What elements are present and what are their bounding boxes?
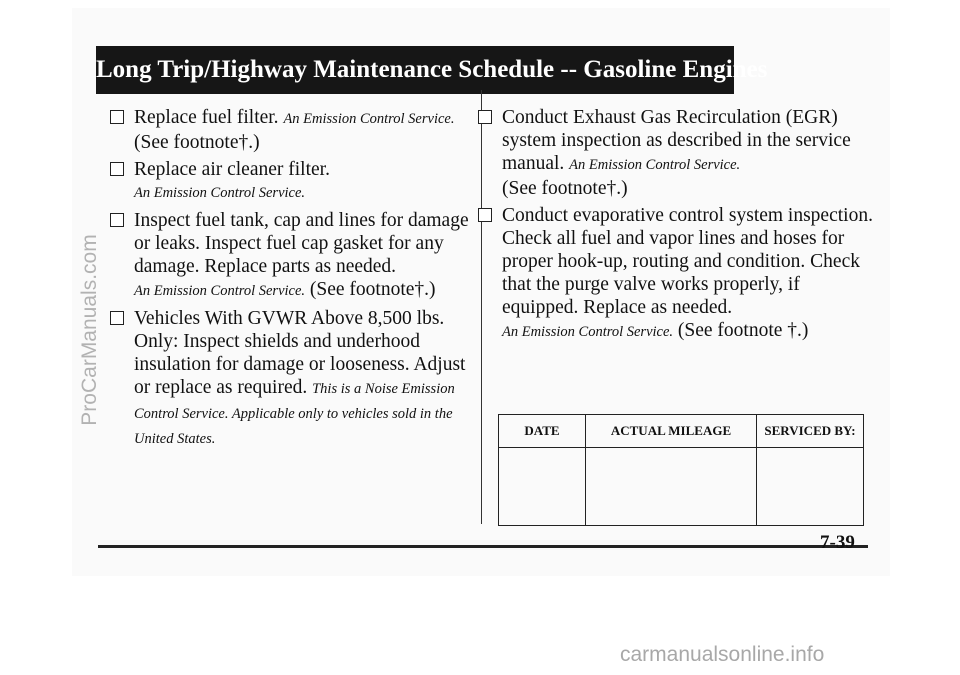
page-title: Long Trip/Highway Maintenance Schedule -- Gasoline Engines: [96, 46, 734, 94]
item-footnote: (See footnote †.): [677, 320, 809, 341]
right-column: [478, 106, 878, 348]
item-text: Replace air cleaner filter.: [134, 159, 330, 180]
item-footnote: (See footnote†.): [134, 132, 260, 153]
checklist-item: [478, 106, 878, 200]
item-text: Conduct evaporative control system inspection. Check all fuel and vapor lines and hoses for proper hook-up, routing and condition. Check that the purge valve works properly, if equipped. Replace as needed.: [502, 205, 873, 318]
checklist-item: [110, 307, 470, 451]
item-text: Conduct Exhaust Gas Recirculation (EGR) system inspection as described in the service manual.: [502, 107, 851, 174]
item-footnote: (See footnote†.): [309, 279, 436, 300]
item-note: This is a Noise Emission Control Service. Applicable only to vehicles sold in the United States.: [134, 381, 455, 447]
column-header-mileage: ACTUAL MILEAGE: [586, 415, 757, 448]
checklist-item: [110, 209, 470, 303]
item-note: An Emission Control Service.: [283, 111, 455, 127]
checkbox[interactable]: [478, 208, 492, 222]
checkbox[interactable]: [110, 162, 124, 176]
side-watermark: ProCarManuals.com: [78, 234, 101, 426]
column-header-date: DATE: [499, 415, 586, 448]
item-text: Vehicles With GVWR Above 8,500 lbs. Only: Inspect shields and underhood insulation for damage or looseness. Adjust or replace as required.: [134, 308, 466, 398]
site-watermark[interactable]: carmanualsonline.info: [620, 643, 825, 666]
item-footnote: (See footnote†.): [502, 178, 628, 199]
item-note: An Emission Control Service.: [502, 324, 674, 340]
item-note: An Emission Control Service.: [134, 185, 306, 201]
item-note: An Emission Control Service.: [569, 157, 741, 173]
date-cell[interactable]: [499, 448, 586, 526]
left-column: [110, 106, 470, 455]
checklist-item: [478, 204, 878, 344]
item-text: Replace fuel filter.: [134, 107, 279, 128]
item-note: An Emission Control Service.: [134, 283, 306, 299]
checkbox[interactable]: [110, 213, 124, 227]
service-log-table: [498, 414, 864, 526]
serviced-by-cell[interactable]: [757, 448, 864, 526]
table-row: [499, 448, 864, 526]
column-header-serviced-by: SERVICED BY:: [757, 415, 864, 448]
checklist-item: [110, 106, 470, 154]
footer-rule: [98, 545, 868, 548]
page-number: 7-39: [820, 532, 855, 553]
mileage-cell[interactable]: [586, 448, 757, 526]
checklist-item: [110, 158, 470, 205]
item-text: Inspect fuel tank, cap and lines for damage or leaks. Inspect fuel cap gasket for any damage. Replace parts as needed.: [134, 210, 469, 277]
checkbox[interactable]: [110, 311, 124, 325]
checkbox[interactable]: [478, 110, 492, 124]
table-header-row: [499, 415, 864, 448]
checkbox[interactable]: [110, 110, 124, 124]
